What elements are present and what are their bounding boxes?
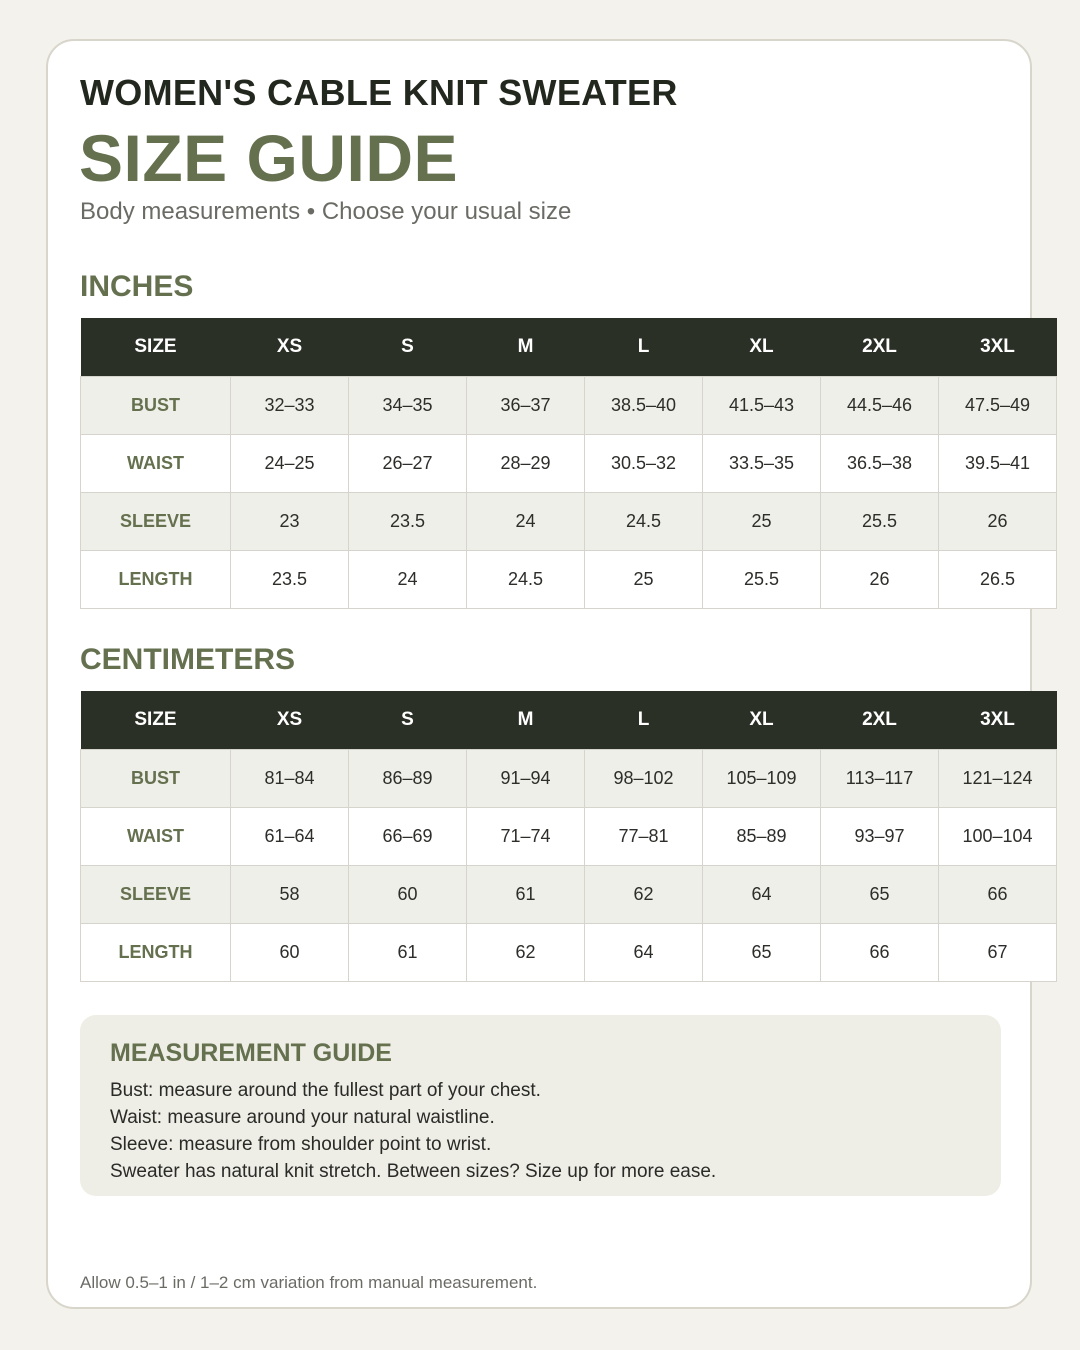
row-label-sleeve: SLEEVE [81,493,231,551]
table-row [81,493,1057,551]
table-row [81,924,1057,982]
table-cell: 81–84 [231,750,349,808]
table-cell: 61 [467,866,585,924]
table-row [81,377,1057,435]
guide-line-waist: Waist: measure around your natural waistline. [110,1107,495,1128]
table-cell: 58 [231,866,349,924]
table-cell: 60 [349,866,467,924]
table-cell: 64 [703,866,821,924]
table-cell: 26 [821,551,939,609]
column-header-l: L [585,318,703,377]
column-header-2xl: 2XL [821,318,939,377]
row-label-bust: BUST [81,750,231,808]
table-cell: 41.5–43 [703,377,821,435]
guide-line-sleeve: Sleeve: measure from shoulder point to wrist. [110,1134,492,1155]
table-cell: 77–81 [585,808,703,866]
row-label-waist: WAIST [81,808,231,866]
centimeters-section-title: CENTIMETERS [80,643,296,676]
row-label-bust: BUST [81,377,231,435]
table-cell: 24–25 [231,435,349,493]
guide-line-fit-tip: Sweater has natural knit stretch. Between sizes? Size up for more ease. [110,1161,717,1182]
table-cell: 25 [703,493,821,551]
table-cell: 121–124 [939,750,1057,808]
table-row [81,551,1057,609]
table-cell: 30.5–32 [585,435,703,493]
product-title: WOMEN'S CABLE KNIT SWEATER [80,72,678,113]
column-header-m: M [467,318,585,377]
table-cell: 25.5 [821,493,939,551]
table-row [81,750,1057,808]
table-cell: 25 [585,551,703,609]
row-label-length: LENGTH [81,924,231,982]
page-subtitle: Body measurements • Choose your usual size [80,198,572,225]
column-header-xl: XL [703,318,821,377]
table-row [81,808,1057,866]
table-cell: 66 [821,924,939,982]
column-header-xl: XL [703,691,821,750]
table-cell: 61–64 [231,808,349,866]
table-row [81,435,1057,493]
table-cell: 66 [939,866,1057,924]
table-cell: 44.5–46 [821,377,939,435]
column-header-xs: XS [231,318,349,377]
row-label-sleeve: SLEEVE [81,866,231,924]
table-cell: 91–94 [467,750,585,808]
table-cell: 113–117 [821,750,939,808]
table-header-row [81,318,1057,377]
guide-line-bust: Bust: measure around the fullest part of your chest. [110,1080,541,1101]
table-cell: 26.5 [939,551,1057,609]
table-cell: 98–102 [585,750,703,808]
table-cell: 65 [703,924,821,982]
table-cell: 28–29 [467,435,585,493]
table-cell: 65 [821,866,939,924]
table-cell: 25.5 [703,551,821,609]
table-cell: 23.5 [231,551,349,609]
row-label-waist: WAIST [81,435,231,493]
footnote: Allow 0.5–1 in / 1–2 cm variation from manual measurement. [80,1273,538,1292]
inches-section-title: INCHES [80,270,194,303]
table-cell: 38.5–40 [585,377,703,435]
table-cell: 32–33 [231,377,349,435]
table-cell: 24.5 [467,551,585,609]
table-cell: 23 [231,493,349,551]
inches-size-table [80,318,1057,609]
table-cell: 24 [349,551,467,609]
table-cell: 61 [349,924,467,982]
table-row [81,866,1057,924]
table-cell: 33.5–35 [703,435,821,493]
column-header-s: S [349,691,467,750]
table-cell: 47.5–49 [939,377,1057,435]
column-header-3xl: 3XL [939,318,1057,377]
table-cell: 85–89 [703,808,821,866]
table-cell: 105–109 [703,750,821,808]
page-title: SIZE GUIDE [79,121,459,195]
table-cell: 24.5 [585,493,703,551]
row-label-length: LENGTH [81,551,231,609]
table-cell: 62 [467,924,585,982]
column-header-l: L [585,691,703,750]
measurement-guide-box [80,1015,1001,1196]
table-cell: 26 [939,493,1057,551]
table-cell: 26–27 [349,435,467,493]
column-header-size: SIZE [81,691,231,750]
column-header-3xl: 3XL [939,691,1057,750]
table-cell: 34–35 [349,377,467,435]
table-header-row [81,691,1057,750]
column-header-2xl: 2XL [821,691,939,750]
table-cell: 66–69 [349,808,467,866]
table-cell: 23.5 [349,493,467,551]
table-cell: 36.5–38 [821,435,939,493]
table-cell: 24 [467,493,585,551]
column-header-size: SIZE [81,318,231,377]
measurement-guide-lines [110,1077,716,1185]
table-cell: 93–97 [821,808,939,866]
table-cell: 64 [585,924,703,982]
table-cell: 36–37 [467,377,585,435]
measurement-guide-title: MEASUREMENT GUIDE [110,1039,392,1067]
table-cell: 60 [231,924,349,982]
table-cell: 86–89 [349,750,467,808]
table-cell: 71–74 [467,808,585,866]
column-header-m: M [467,691,585,750]
table-cell: 100–104 [939,808,1057,866]
column-header-xs: XS [231,691,349,750]
table-cell: 67 [939,924,1057,982]
table-cell: 39.5–41 [939,435,1057,493]
centimeters-size-table [80,691,1057,982]
table-cell: 62 [585,866,703,924]
column-header-s: S [349,318,467,377]
